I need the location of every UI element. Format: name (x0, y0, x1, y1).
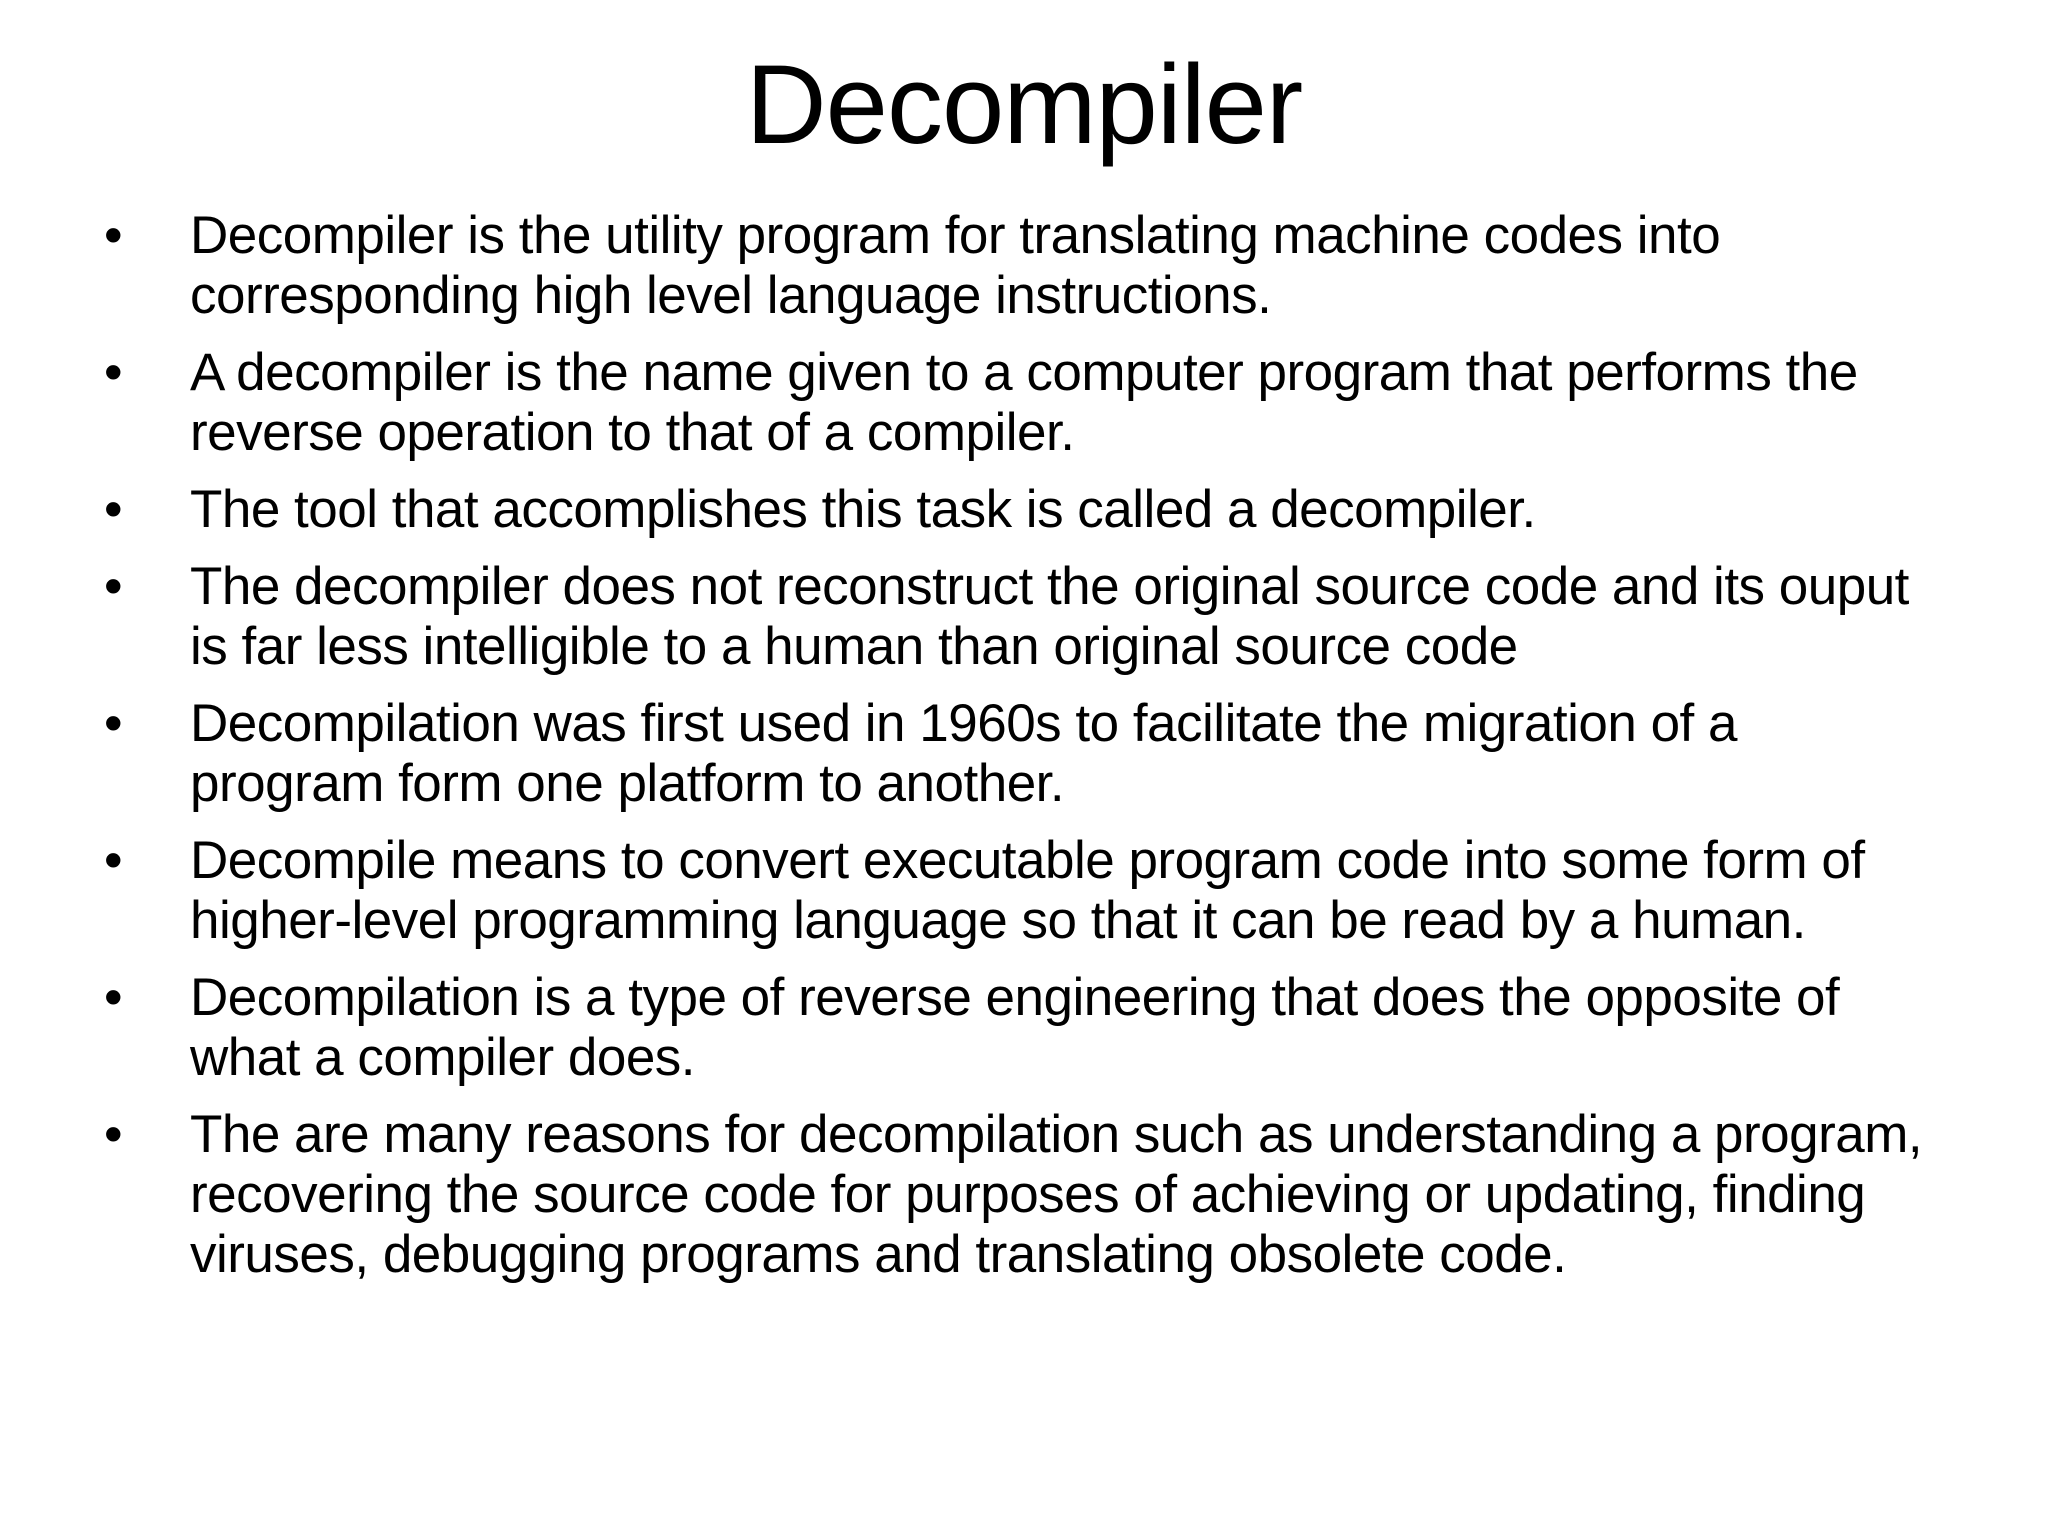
bullet-dot-icon: • (104, 343, 123, 402)
bullet-dot-icon: • (104, 694, 123, 753)
slide-title: Decompiler (745, 42, 1303, 167)
bullet-item (104, 831, 1944, 951)
bullet-item (104, 968, 1944, 1088)
bullet-item (104, 206, 1944, 326)
bullet-text: Decompiler is the utility program for translating machine codes into corresponding high level language instructions. (190, 206, 1721, 325)
bullet-text: The tool that accomplishes this task is called a decompiler. (190, 480, 1536, 539)
bullet-item (104, 343, 1944, 463)
bullet-dot-icon: • (104, 968, 123, 1027)
bullet-text: The decompiler does not reconstruct the original source code and its ouput is far less intelligible to a human than original source code (190, 557, 1909, 676)
bullet-text: Decompilation was first used in 1960s to facilitate the migration of a program form one platform to another. (190, 694, 1737, 813)
bullet-text: The are many reasons for decompilation such as understanding a program, recovering the source code for purposes of achieving or updating, finding viruses, debugging programs and translating obsolete code. (190, 1105, 1923, 1284)
bullet-item (104, 557, 1944, 677)
bullet-dot-icon: • (104, 480, 123, 539)
bullet-dot-icon: • (104, 557, 123, 616)
bullet-dot-icon: • (104, 831, 123, 890)
bullet-text: Decompilation is a type of reverse engineering that does the opposite of what a compiler does. (190, 968, 1840, 1087)
bullet-item (104, 694, 1944, 814)
bullet-list (104, 206, 1944, 1302)
bullet-item (104, 480, 1944, 540)
bullet-item (104, 1105, 1944, 1285)
bullet-dot-icon: • (104, 1105, 123, 1164)
bullet-dot-icon: • (104, 206, 123, 265)
bullet-text: A decompiler is the name given to a computer program that performs the reverse operation to that of a compiler. (190, 343, 1858, 462)
bullet-text: Decompile means to convert executable program code into some form of higher-level programming language so that it can be read by a human. (190, 831, 1865, 950)
